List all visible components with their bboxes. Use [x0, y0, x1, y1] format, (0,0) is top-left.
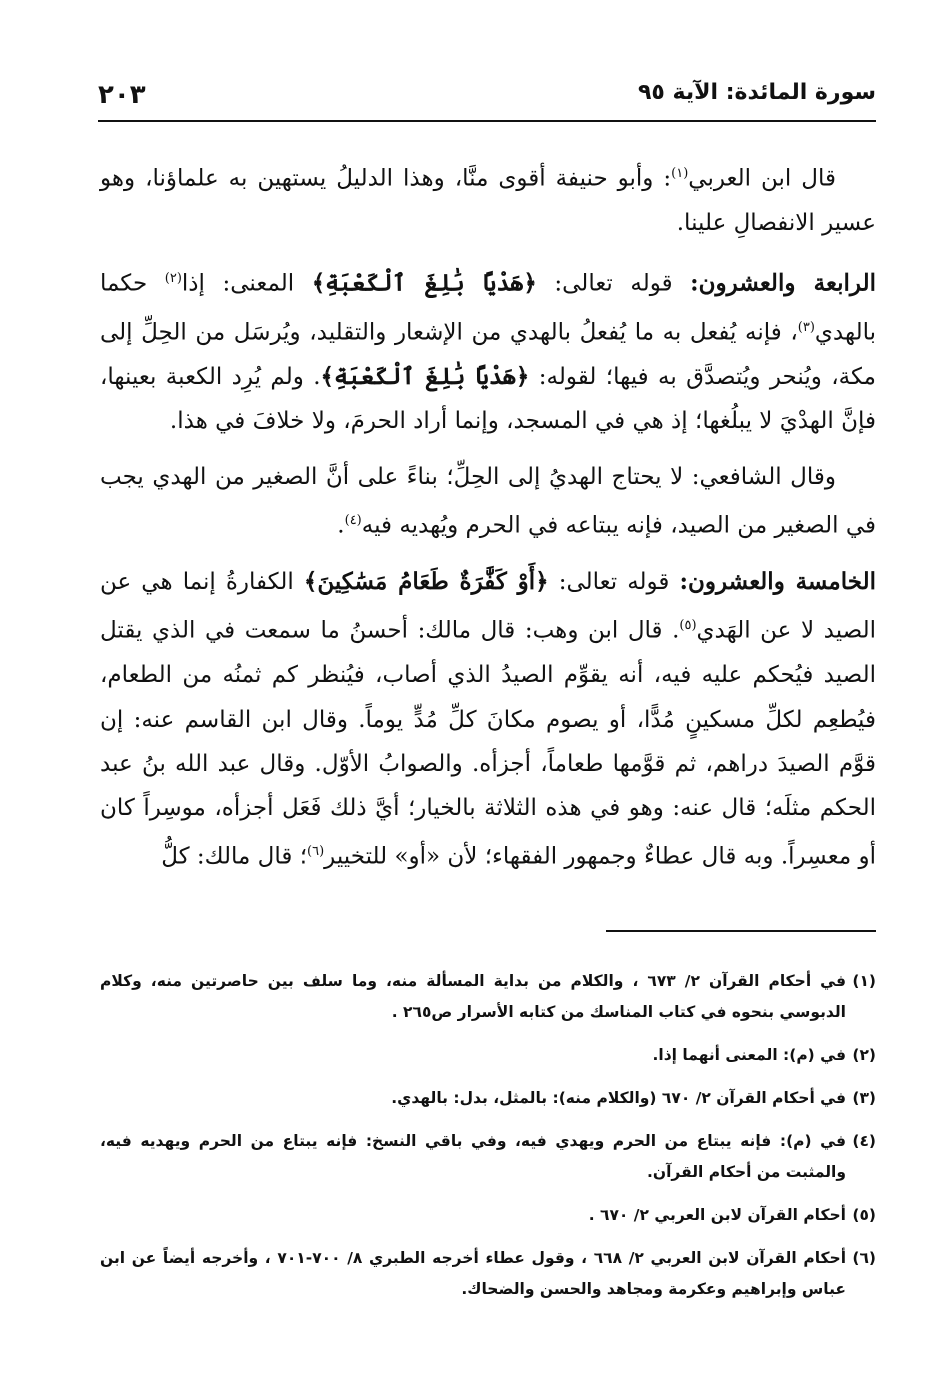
paragraph-text: حكما بالهدي: [100, 270, 876, 346]
footnote-ref: (٤): [344, 513, 362, 529]
footnote-ref: (١): [671, 166, 689, 181]
surah-title: سورة المائدة: الآية ٩٥: [637, 80, 876, 105]
footnote-text: في أحكام القرآن ٢/ ٦٧٣ ، والكلام من بداية المسألة منه، وما سلف بين حاصرتين منه، وكلام الدبوسي بنحوه في كتاب المناسك من كتابه الأسرار ص٢٦٥ .: [100, 972, 846, 1021]
section-heading: الخامسة والعشرون:: [679, 568, 876, 596]
footnote-ref: (٥): [679, 618, 697, 634]
paragraph-text: قال ابن العربي: [688, 165, 836, 192]
footnote-1: [100, 966, 876, 1028]
paragraph-text: الكفارةُ إنما هي عن الصيد لا عن الهَدي: [100, 569, 876, 645]
footnote-2: [100, 1040, 876, 1071]
footnote-number: (٥): [852, 1206, 876, 1224]
section-heading: الرابعة والعشرون:: [690, 269, 876, 297]
paragraph-text: . قال ابن وهب: قال مالك: أحسنُ ما سمعت في الذي يقتل الصيد فيُحكم عليه فيه، أنه يقوِّم الصيدُ الذي أصاب، فيُنظر كم ثمنُه من الطعام، فيُطعِم لكلِّ مسكينٍ مُدًّا، أو يصوم مكانَ كلِّ مُدٍّ يوماً. وقال ابن القاسم عنه: إن قوَّم الصيدَ دراهم، ثم قوَّمها طعاماً، أجزأه. والصوابُ الأوّل. وقال عبد الله بنُ عبد الحكم مثلَه؛ قال عنه: وهو في هذه الثلاثة بالخيار؛ أيَّ ذلك فَعَل أجزأه، موسِراً كان أو معسِراً. وبه قال عطاءٌ وجمهور الفقهاء؛ لأن «أو» للتخيير: [100, 618, 876, 870]
footnote-ref: (٢): [164, 271, 182, 287]
paragraph-text: ؛ قال مالك: كلُّ: [161, 843, 308, 870]
footnote-text: في (م): فإنه يبتاع من الحرم ويهدي فيه، وفي باقي النسخ: فإنه يبتاع من الحرم ويهديه فيه، والمثبت من أحكام القرآن.: [100, 1132, 846, 1181]
footnote-number: (٢): [852, 1046, 876, 1064]
page-number: ٢٠٣: [98, 80, 146, 110]
page-header: [98, 76, 876, 122]
footnote-number: (٦): [852, 1249, 876, 1267]
footnotes: [100, 966, 876, 1317]
footnote-number: (٣): [852, 1089, 876, 1107]
footnote-ref: (٣): [797, 319, 815, 335]
footnote-number: (١): [852, 972, 876, 990]
paragraph-1: [100, 152, 876, 245]
paragraph-text: .: [337, 513, 345, 540]
footnote-text: أحكام القرآن لابن العربي ٢/ ٦٧٠ .: [588, 1206, 846, 1224]
footnote-6: [100, 1243, 876, 1305]
footnote-separator: [606, 930, 876, 932]
footnote-text: في أحكام القرآن ٢/ ٦٧٠ (والكلام منه): بالمثل، بدل: بالهدي.: [391, 1089, 846, 1107]
paragraph-text: . ولم يُرِد الكعبة بعينها، فإنَّ الهدْيَ لا يبلُغها؛ إذ هي في المسجد، وإنما أراد الحرمَ، ولا خلافَ في هذا.: [100, 363, 876, 434]
paragraph-text: قوله تعالى:: [548, 569, 680, 596]
paragraph-text: قوله تعالى:: [536, 270, 691, 297]
paragraph-text: : وأبو حنيفة أقوى منَّا، وهذا الدليلُ يستهين به علماؤنا، وهو عسير الانفصالِ علينا.: [100, 165, 876, 236]
paragraph-2: [100, 257, 876, 443]
footnote-number: (٤): [852, 1132, 876, 1150]
footnote-text: في (م): المعنى أنهما إذا.: [652, 1046, 846, 1064]
footnote-5: [100, 1200, 876, 1231]
main-text: [100, 152, 876, 879]
paragraph-text: المعنى: إذا: [181, 270, 312, 297]
quran-quote: ﴿أَوْ كَفَّٰرَةٌ طَعَامُ مَسَٰكِينَ﴾: [303, 568, 549, 596]
paragraph-text: ، فإنه يُفعل به ما يُفعلُ بالهدي من الإشعار والتقليد، ويُرسَل من الحِلِّ إلى مكة، ويُنحر ويُتصدَّق به فيها؛ لقوله:: [100, 319, 876, 390]
paragraph-4: [100, 560, 876, 879]
footnote-4: [100, 1126, 876, 1188]
footnote-text: أحكام القرآن لابن العربي ٢/ ٦٦٨ ، وقول عطاء أخرجه الطبري ٨/ ٧٠٠-٧٠١ ، وأخرجه أيضاً عن ابن عباس وإبراهيم وعكرمة ومجاهد والحسن والضحاك.: [100, 1249, 847, 1298]
quran-quote: ﴿هَدْيًا بَٰلِغَ ٱلْكَعْبَةِ﴾: [320, 362, 530, 390]
paragraph-text: وقال الشافعي: لا يحتاج الهديُ إلى الحِلِّ؛ بناءً على أنَّ الصغير من الهدي يجب في الصغير من الصيد، فإنه يبتاعه في الحرم ويُهديه فيه: [100, 464, 876, 540]
footnote-ref: (٦): [307, 844, 325, 860]
paragraph-3: [100, 455, 876, 548]
footnote-3: [100, 1083, 876, 1114]
quran-quote: ﴿هَدْيًا بَٰلِغَ ٱلْكَعْبَةِ﴾: [311, 269, 537, 297]
